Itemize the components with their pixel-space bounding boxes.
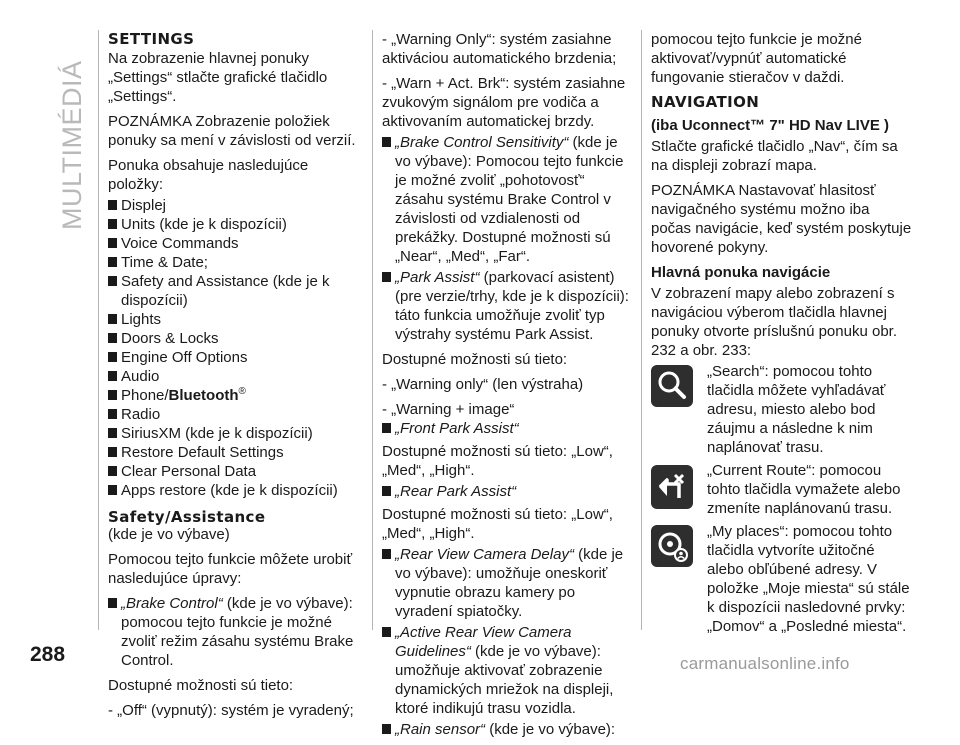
bluetooth-label: Bluetooth <box>168 387 239 404</box>
current-route-entry <box>651 461 913 518</box>
list-item: Radio <box>108 405 360 424</box>
front-park-item <box>382 419 632 438</box>
list-item: Clear Personal Data <box>108 462 360 481</box>
current-route-description: „Current Route“: pomocou tohto tlačidla vymažete alebo zmeníte naplánovanú trasu. <box>707 462 901 517</box>
list-item: Lights <box>108 310 360 329</box>
brake-control-item <box>108 594 360 670</box>
navigation-note: POZNÁMKA Nastavovať hlasitosť navigačného systému možno iba počas navigácie, keď systém poskytuje hovorené pokyny. <box>651 182 912 256</box>
my-places-description: „My places“: pomocou tohto tlačidla vytvoríte užitočné alebo obľúbené adresy. V položke „Moje miesta“ sú stále k dispozícii nasledovné prvky: „Domov“ a „Posledné miesta“. <box>707 523 910 635</box>
settings-list <box>108 196 360 500</box>
list-item: Units (kde je k dispozícii) <box>108 215 360 234</box>
rear-park-options: Dostupné možnosti sú tieto: „Low“, „Med“, „High“. <box>382 506 613 542</box>
current-route-icon <box>651 465 693 509</box>
settings-paragraph-1: Na zobrazenie hlavnej ponuky „Settings“ stlačte grafické tlačidlo „Settings“. <box>108 50 328 105</box>
search-icon <box>651 365 693 407</box>
watermark: carmanualsonline.info <box>680 654 850 673</box>
vertical-rule-mid2 <box>641 30 642 630</box>
warning-only-2-option: - „Warning only“ (len výstraha) <box>382 376 584 393</box>
list-item: Apps restore (kde je k dispozícii) <box>108 481 360 500</box>
rain-sensor-desc: (kde je vo výbave): <box>485 721 616 738</box>
warning-only-option: - „Warning Only“: systém zasiahne aktiváciou automatického brzdenia; <box>382 31 617 67</box>
safety-note: (kde je vo výbave) <box>108 526 230 543</box>
park-assist-title: „Park Assist“ <box>395 269 480 286</box>
list-item: Safety and Assistance (kde je k dispozícii) <box>108 272 360 310</box>
rain-sensor-title: „Rain sensor“ <box>395 721 486 738</box>
registered-mark: ® <box>238 386 246 397</box>
search-description: „Search“: pomocou tohto tlačidla môžete vyhľadávať adresu, miesto alebo bod záujmu a následne k nim naplánovať trasu. <box>707 363 886 456</box>
safety-heading: Safety/Assistance <box>108 508 266 526</box>
arvcg-item <box>382 623 632 718</box>
navigation-paragraph-1: Stlačte grafické tlačidlo „Nav“, čím sa na displeji zobrazí mapa. <box>651 138 898 174</box>
settings-heading: SETTINGS <box>108 30 195 48</box>
main-menu-paragraph: V zobrazení mapy alebo zobrazení s navigáciou výberom tlačidla hlavnej ponuky otvorte príslušnú ponuku obr. 232 a obr. 233: <box>651 285 897 359</box>
search-entry <box>651 362 913 457</box>
list-item: Audio <box>108 367 360 386</box>
warning-image-option: - „Warning + image“ <box>382 401 515 418</box>
park-assist-desc: (parkovací asistent) (pre verzie/trhy, kde je k dispozícii): táto funkcia umožňuje zvoliť typ výstrahy systému Park Assist. <box>395 269 629 343</box>
arvcg-desc: (kde je vo výbave): umožňuje aktivovať zobrazenie dynamických mriežok na displeji, ktoré indikujú trasu vozidla. <box>395 643 614 717</box>
list-item-phone <box>108 386 360 405</box>
list-item: Engine Off Options <box>108 348 360 367</box>
rvcd-item <box>382 545 632 621</box>
front-park-options: Dostupné možnosti sú tieto: „Low“, „Med“, „High“. <box>382 443 613 479</box>
settings-intro: Ponuka obsahuje nasledujúce položky: <box>108 157 309 193</box>
main-menu-heading: Hlavná ponuka navigácie <box>651 264 831 281</box>
column-1 <box>108 30 360 726</box>
my-places-entry <box>651 522 913 636</box>
safety-paragraph: Pomocou tejto funkcie môžete urobiť nasledujúce úpravy: <box>108 551 353 587</box>
list-item: Voice Commands <box>108 234 360 253</box>
warn-act-option: - „Warn + Act. Brk“: systém zasiahne zvukovým signálom pre vodiča a aktivovaním automatickej brzdy. <box>382 75 626 130</box>
park-assist-item <box>382 268 632 344</box>
rain-sensor-continued: pomocou tejto funkcie je možné aktivovať/vypnúť automatické fungovanie stieračov v daždi. <box>651 31 862 86</box>
list-item: Doors & Locks <box>108 329 360 348</box>
column-3 <box>651 30 913 640</box>
navigation-heading: NAVIGATION <box>651 93 760 111</box>
navigation-subheading: (iba Uconnect™ 7" HD Nav LIVE ) <box>651 117 889 134</box>
settings-note: POZNÁMKA Zobrazenie položiek ponuky sa mení v závislosti od verzií. <box>108 113 356 149</box>
options-label: Dostupné možnosti sú tieto: <box>108 677 294 694</box>
bcs-title: „Brake Control Sensitivity“ <box>395 134 569 151</box>
list-item: Time & Date; <box>108 253 360 272</box>
my-places-icon <box>651 525 693 567</box>
list-item: Restore Default Settings <box>108 443 360 462</box>
list-item: Displej <box>108 196 360 215</box>
side-section-label: MULTIMÉDIÁ <box>57 60 87 230</box>
rain-sensor-item <box>382 720 632 739</box>
rear-park-title: „Rear Park Assist“ <box>395 483 517 500</box>
rvcd-title: „Rear View Camera Delay“ <box>395 546 574 563</box>
bcs-item <box>382 133 632 266</box>
phone-prefix: Phone/ <box>121 387 169 404</box>
page-number: 288 <box>30 643 66 666</box>
list-item: SiriusXM (kde je k dispozícii) <box>108 424 360 443</box>
off-option: - „Off“ (vypnutý): systém je vyradený; <box>108 702 354 719</box>
brake-control-desc: (kde je vo výbave): pomocou tejto funkcie je možné zvoliť režim zásahu systému Brake Control. <box>121 595 354 669</box>
vertical-rule-left <box>98 30 99 630</box>
brake-control-title: „Brake Control“ <box>121 595 223 612</box>
bcs-desc: (kde je vo výbave): Pomocou tejto funkcie je možné zvoliť „pohotovosť“ zásahu systému Brake Control v závislosti od vzdialenosti od prekážky. Dostupné možnosti sú „Near“, „Med“, „Far“. <box>395 134 624 265</box>
front-park-title: „Front Park Assist“ <box>395 420 519 437</box>
rear-park-item <box>382 482 632 501</box>
column-2 <box>382 30 632 745</box>
options-label: Dostupné možnosti sú tieto: <box>382 351 568 368</box>
arvcg-title: „Active Rear View Camera Guidelines“ <box>395 624 572 660</box>
vertical-rule-mid1 <box>372 30 373 630</box>
rvcd-desc: (kde je vo výbave): umožňuje oneskoriť vypnutie obrazu kamery po vyradení spiatočky. <box>395 546 624 620</box>
